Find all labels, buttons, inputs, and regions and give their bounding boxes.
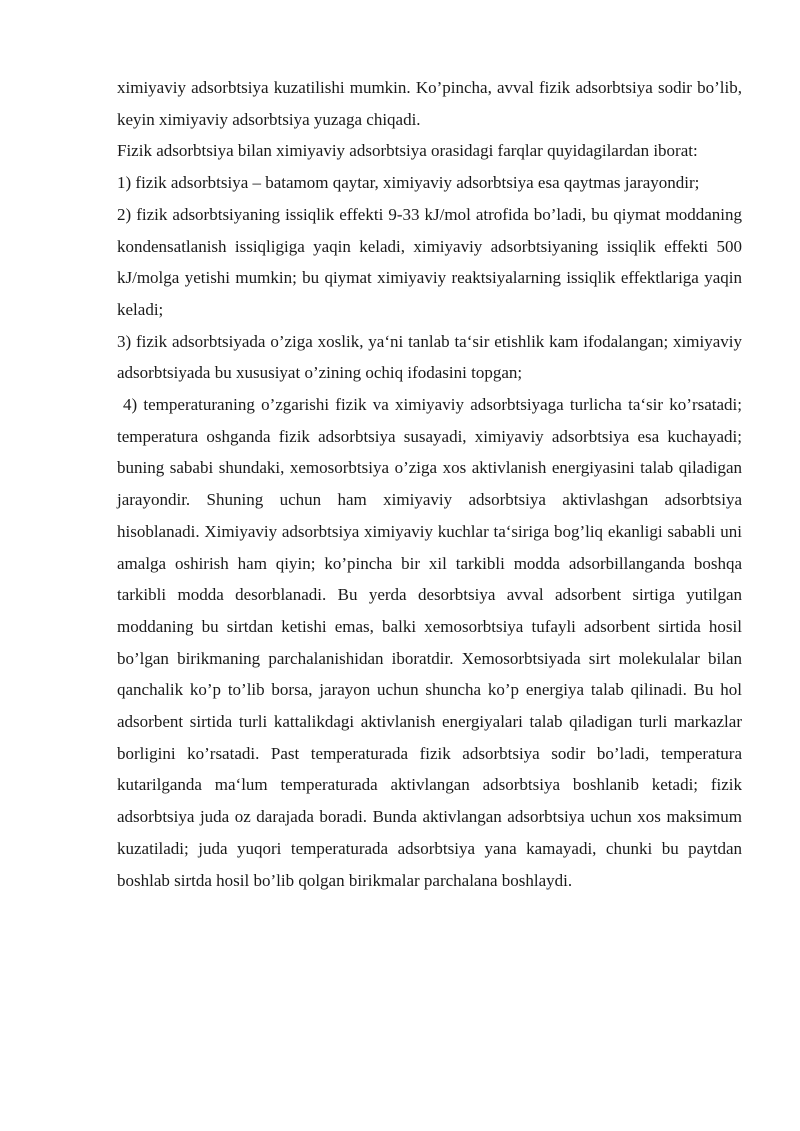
list-item-3: 3) fizik adsorbtsiyada o’ziga xoslik, ya‘ni tanlab ta‘sir etishlik kam ifodalangan; ximiyaviy adsorbtsiyada bu xususiyat o’zining ochiq ifodasini topgan; [117, 331, 742, 383]
paragraph-differences-intro: Fizik adsorbtsiya bilan ximiyaviy adsorbtsiya orasidagi farqlar quyidagilardan iborat: [117, 141, 698, 161]
list-item-4: 4) temperaturaning o’zgarishi fizik va ximiyaviy adsorbtsiyaga turlicha ta‘sir ko’rsatadi; temperatura oshganda fizik adsorbtsiya susayadi, ximiyaviy adsorbtsiya esa kuchayadi; buning sababi shundaki, xemosorbtsiya o’ziga xos aktivlanish energiyasini talab qiladigan jarayondir. Shuning uchun ham ximiyaviy adsorbtsiya aktivlashgan adsorbtsiya hisoblanadi. Ximiyaviy adsorbtsiya ximiyaviy kuchlar ta‘siriga bog’liq ekanligi sababli uni amalga oshirish ham qiyin; ko’pincha bir xil tarkibli modda adsorbillanganda boshqa tarkibli modda desorblanadi. Bu yerda desorbtsiya avval adsorbent sirtiga yutilgan moddaning bu sirtdan ketishi emas, balki xemosorbtsiya tufayli adsorbent sirtida hosil bo’lgan birikmaning parchalanishidan iboratdir. Xemosorbtsiyada sirt molekulalar bilan qanchalik ko’p to’lib borsa, jarayon uchun shuncha ko’p energiya talab qilinadi. Bu hol adsorbent sirtida turli kattalikdagi aktivlanish energiyalari talab qiladigan turli markazlar borligini ko’rsatadi. Past temperaturada fizik adsorbtsiya sodir bo’ladi, temperatura kutarilganda ma‘lum temperaturada aktivlangan adsorbtsiya boshlanib ketadi; fizik adsorbtsiya juda oz darajada boradi. Bunda aktivlangan adsorbtsiya uchun xos maksimum kuzatiladi; juda yuqori temperaturada adsorbtsiya yana kamayadi, chunki bu paytdan boshlab sirtda hosil bo’lib qolgan birikmalar parchalana boshlaydi. [117, 395, 742, 890]
paragraph-continuation: ximiyaviy adsorbtsiya kuzatilishi mumkin. Ko’pincha, avval fizik adsorbtsiya sodir bo’lib, keyin ximiyaviy adsorbtsiya yuzaga chiqadi. [117, 78, 742, 129]
list-item-2: 2) fizik adsorbtsiyaning issiqlik effekti 9-33 kJ/mol atrofida bo’ladi, bu qiymat moddaning kondensatlanish issiqligiga yaqin keladi, ximiyaviy adsorbtsiyaning issiqlik effekti 500 kJ/molga yetishi mumkin; bu qiymat ximiyaviy reaktsiyalarning issiqlik effektlariga yaqin keladi; [117, 204, 742, 319]
list-item-1: 1) fizik adsorbtsiya – batamom qaytar, ximiyaviy adsorbtsiya esa qaytmas jarayondir; [117, 173, 700, 193]
body-text [117, 72, 742, 896]
